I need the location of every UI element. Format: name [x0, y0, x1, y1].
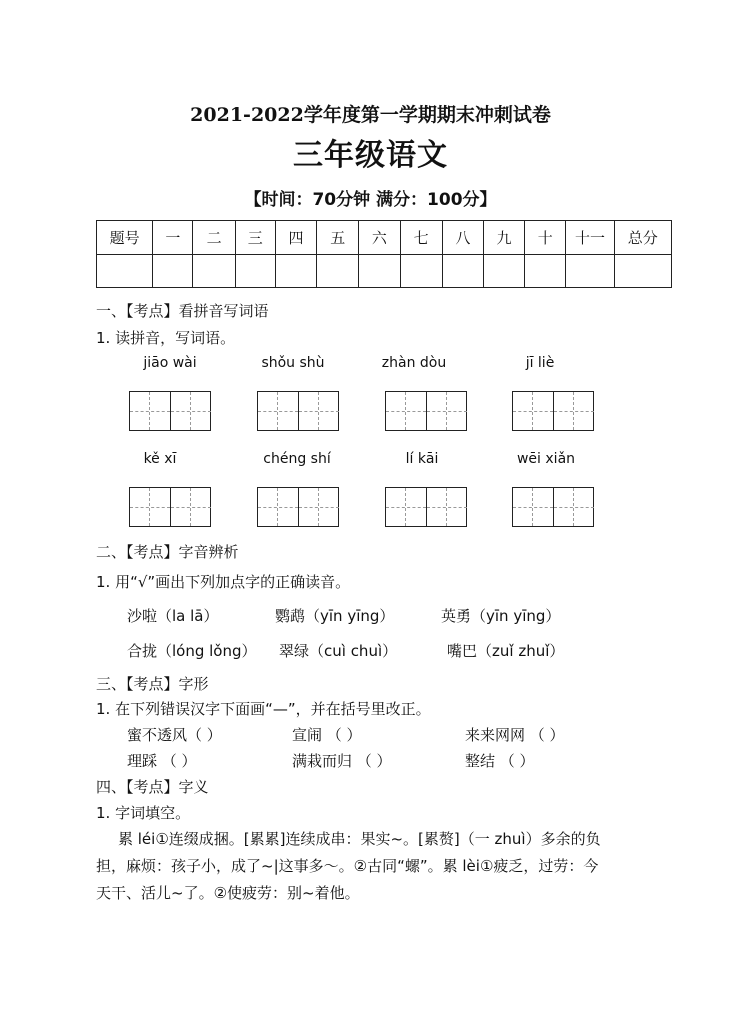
score-input-cell[interactable]	[483, 255, 524, 288]
score-header-cell: 八	[442, 221, 483, 255]
pronunciation-item[interactable]: 英勇（yīn yīng）	[441, 607, 561, 625]
score-input-cell[interactable]	[153, 255, 193, 288]
correction-item[interactable]: 蜜不透风（ ）	[127, 726, 222, 744]
section4-question: 1. 字词填空。	[96, 804, 191, 822]
writing-grid[interactable]	[385, 391, 467, 431]
score-input-cell[interactable]	[235, 255, 275, 288]
section2-heading: 二、【考点】字音辨析	[96, 543, 239, 561]
score-input-cell[interactable]	[442, 255, 483, 288]
definition-line: 担，麻烦：孩子小，成了~|这事多～。②古同“螺”。累 lèi①疲乏，过劳：今	[96, 857, 599, 875]
writing-grid[interactable]	[257, 487, 339, 527]
writing-grid[interactable]	[385, 487, 467, 527]
score-header-cell: 五	[317, 221, 359, 255]
score-table-header-row	[97, 221, 672, 255]
exam-info: 【时间：70分钟 满分：100分】	[244, 190, 497, 210]
section2-question: 1. 用“√”画出下列加点字的正确读音。	[96, 573, 351, 591]
section3-heading: 三、【考点】字形	[96, 675, 209, 693]
score-input-cell[interactable]	[359, 255, 400, 288]
pinyin-label: chéng shí	[263, 451, 331, 467]
score-header-cell: 总分	[614, 221, 671, 255]
score-input-cell[interactable]	[525, 255, 566, 288]
correction-item[interactable]: 宣闹 （ ）	[292, 726, 362, 744]
writing-grid[interactable]	[512, 391, 594, 431]
pinyin-label: jī liè	[525, 355, 555, 371]
score-input-cell[interactable]	[193, 255, 235, 288]
pronunciation-item[interactable]: 翠绿（cuì chuì）	[279, 642, 398, 660]
section1-heading: 一、【考点】看拼音写词语	[96, 302, 269, 320]
score-header-cell: 十	[525, 221, 566, 255]
score-header-cell: 四	[275, 221, 316, 255]
correction-item[interactable]: 整结 （ ）	[465, 752, 535, 770]
writing-grid[interactable]	[129, 487, 211, 527]
score-header-cell: 九	[483, 221, 524, 255]
pinyin-label: shǒu shù	[261, 355, 325, 371]
section1-question: 1. 读拼音，写词语。	[96, 329, 236, 347]
definition-line: 天干、活儿~了。②使疲劳：别~着他。	[96, 884, 360, 902]
definition-line: 累 léi①连缀成捆。[累累]连续成串：果实~。[累赘]（一 zhuì）多余的负	[118, 830, 601, 848]
writing-grid[interactable]	[512, 487, 594, 527]
score-header-cell: 七	[400, 221, 442, 255]
pronunciation-item[interactable]: 嘴巴（zuǐ zhuǐ）	[447, 642, 565, 660]
pinyin-label: jiāo wài	[143, 355, 197, 371]
score-header-cell: 一	[153, 221, 193, 255]
pronunciation-item[interactable]: 鹦鹉（yīn yīng）	[275, 607, 395, 625]
correction-item[interactable]: 来来网网 （ ）	[465, 726, 565, 744]
pinyin-label: kě xī	[143, 451, 177, 467]
score-input-cell[interactable]	[400, 255, 442, 288]
pronunciation-item[interactable]: 沙啦（la lā）	[127, 607, 219, 625]
subject-title: 三年级语文	[293, 138, 448, 173]
pinyin-label: lí kāi	[405, 451, 439, 467]
correction-item[interactable]: 满栽而归 （ ）	[292, 752, 392, 770]
score-header-cell: 六	[359, 221, 400, 255]
score-input-cell[interactable]	[317, 255, 359, 288]
section4-heading: 四、【考点】字义	[96, 778, 209, 796]
score-table	[96, 220, 672, 288]
score-table-input-row	[97, 255, 672, 288]
score-input-cell[interactable]	[275, 255, 316, 288]
writing-grid[interactable]	[129, 391, 211, 431]
pinyin-label: zhàn dòu	[381, 355, 447, 371]
score-header-cell: 三	[235, 221, 275, 255]
writing-grid[interactable]	[257, 391, 339, 431]
score-header-cell: 题号	[97, 221, 153, 255]
pronunciation-item[interactable]: 合拢（lóng lǒng）	[127, 642, 257, 660]
score-input-cell[interactable]	[97, 255, 153, 288]
score-header-cell: 二	[193, 221, 235, 255]
exam-title: 2021-2022学年度第一学期期末冲刺试卷	[190, 104, 551, 126]
score-header-cell: 十一	[566, 221, 614, 255]
pinyin-label: wēi xiǎn	[516, 451, 576, 467]
correction-item[interactable]: 理踩 （ ）	[127, 752, 197, 770]
section3-question: 1. 在下列错误汉字下面画“—”，并在括号里改正。	[96, 700, 431, 718]
score-input-cell[interactable]	[566, 255, 614, 288]
score-input-cell[interactable]	[614, 255, 671, 288]
